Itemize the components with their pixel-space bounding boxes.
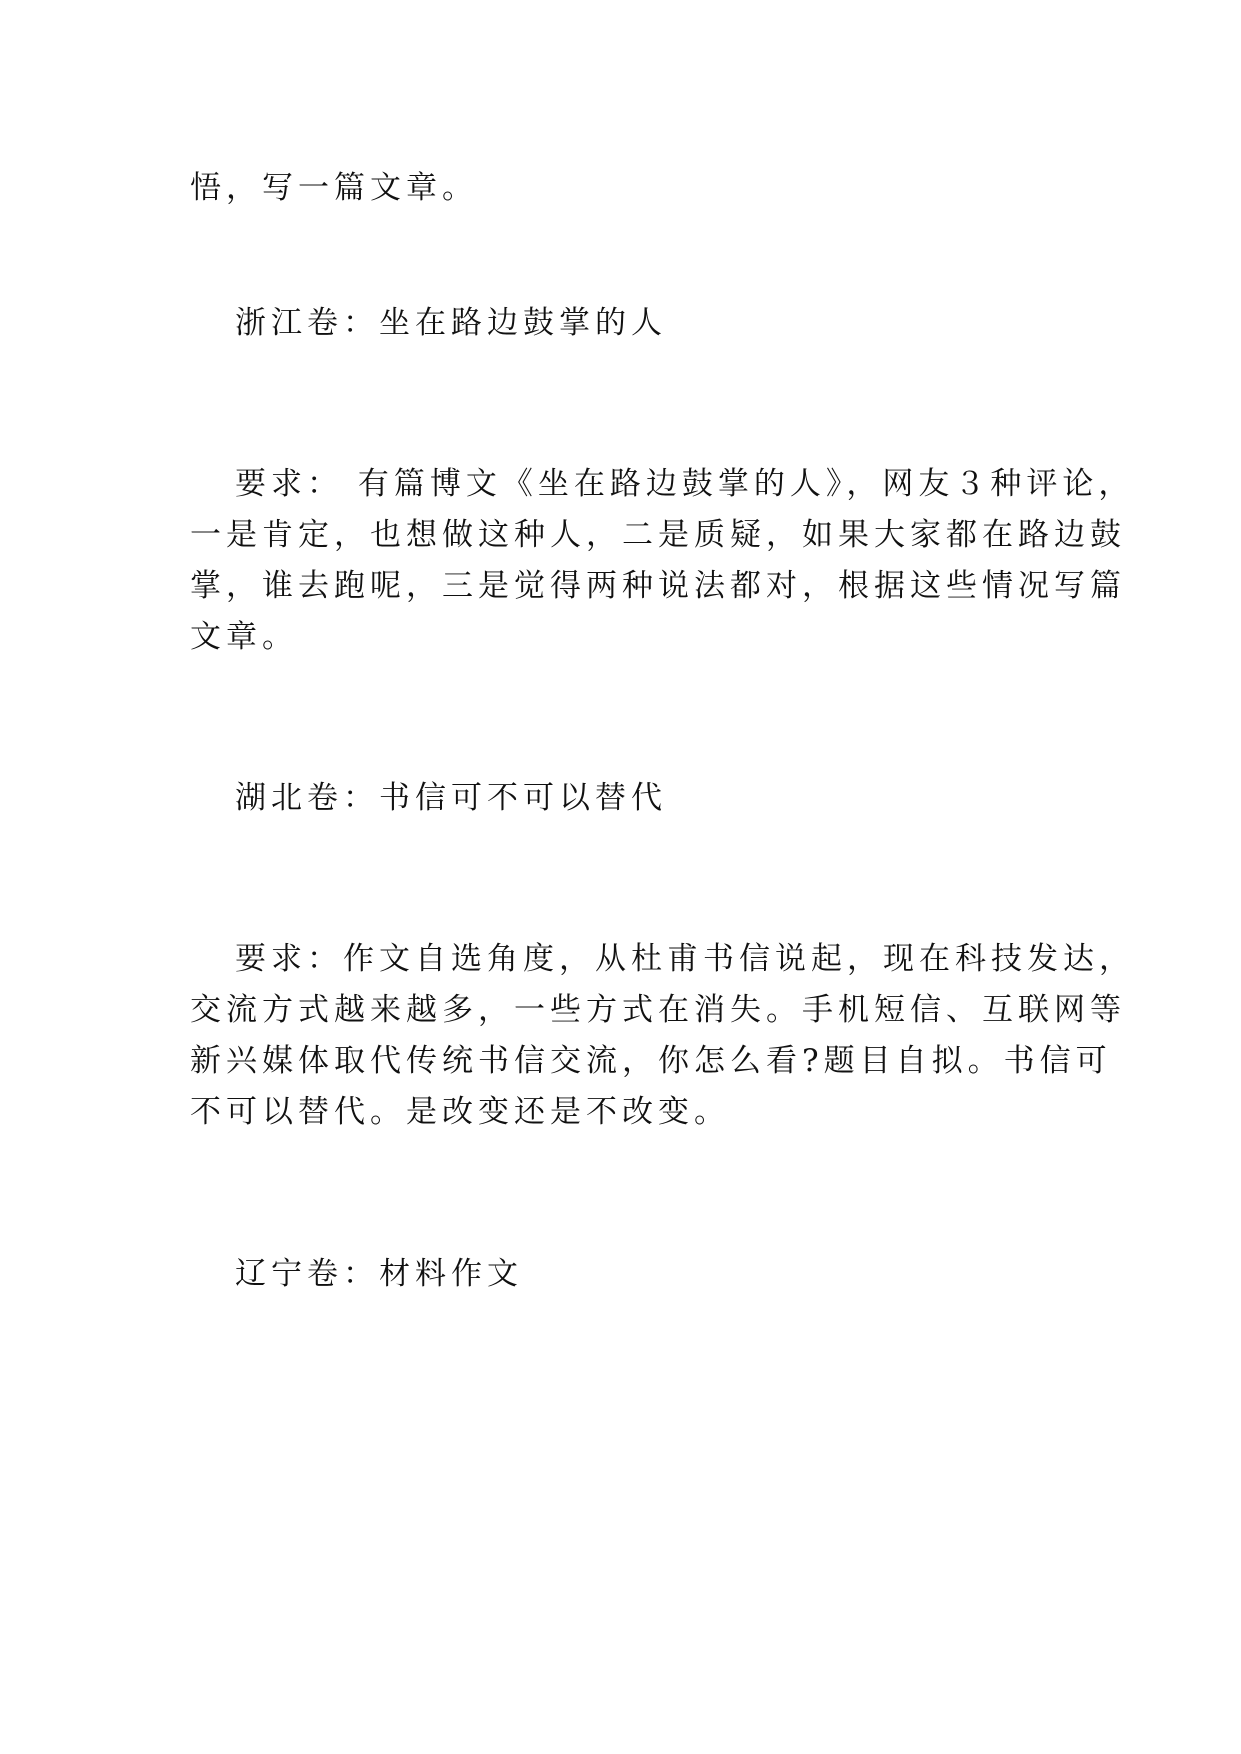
requirement-line: 要求： 有篇博文《坐在路边鼓掌的人》，网友３种评论， <box>235 466 1135 502</box>
requirement-line: 新兴媒体取代传统书信交流，你怎么看?题目自拟。书信可 <box>190 1043 1112 1079</box>
requirement-line: 掌，谁去跑呢，三是觉得两种说法都对，根据这些情况写篇 <box>190 568 1126 604</box>
section-heading-liaoning: 辽宁卷：材料作文 <box>235 1256 523 1292</box>
section-heading-zhejiang: 浙江卷：坐在路边鼓掌的人 <box>235 305 667 341</box>
requirement-line: 一是肯定，也想做这种人，二是质疑，如果大家都在路边鼓 <box>190 517 1126 553</box>
section-heading-hubei: 湖北卷：书信可不可以替代 <box>235 780 667 816</box>
requirement-line: 要求：作文自选角度，从杜甫书信说起，现在科技发达， <box>235 941 1135 977</box>
intro-tail-line: 悟，写一篇文章。 <box>190 170 478 206</box>
requirement-line: 交流方式越来越多，一些方式在消失。手机短信、互联网等 <box>190 992 1126 1028</box>
requirement-line: 不可以替代。是改变还是不改变。 <box>190 1094 730 1130</box>
requirement-line: 文章。 <box>190 619 298 655</box>
